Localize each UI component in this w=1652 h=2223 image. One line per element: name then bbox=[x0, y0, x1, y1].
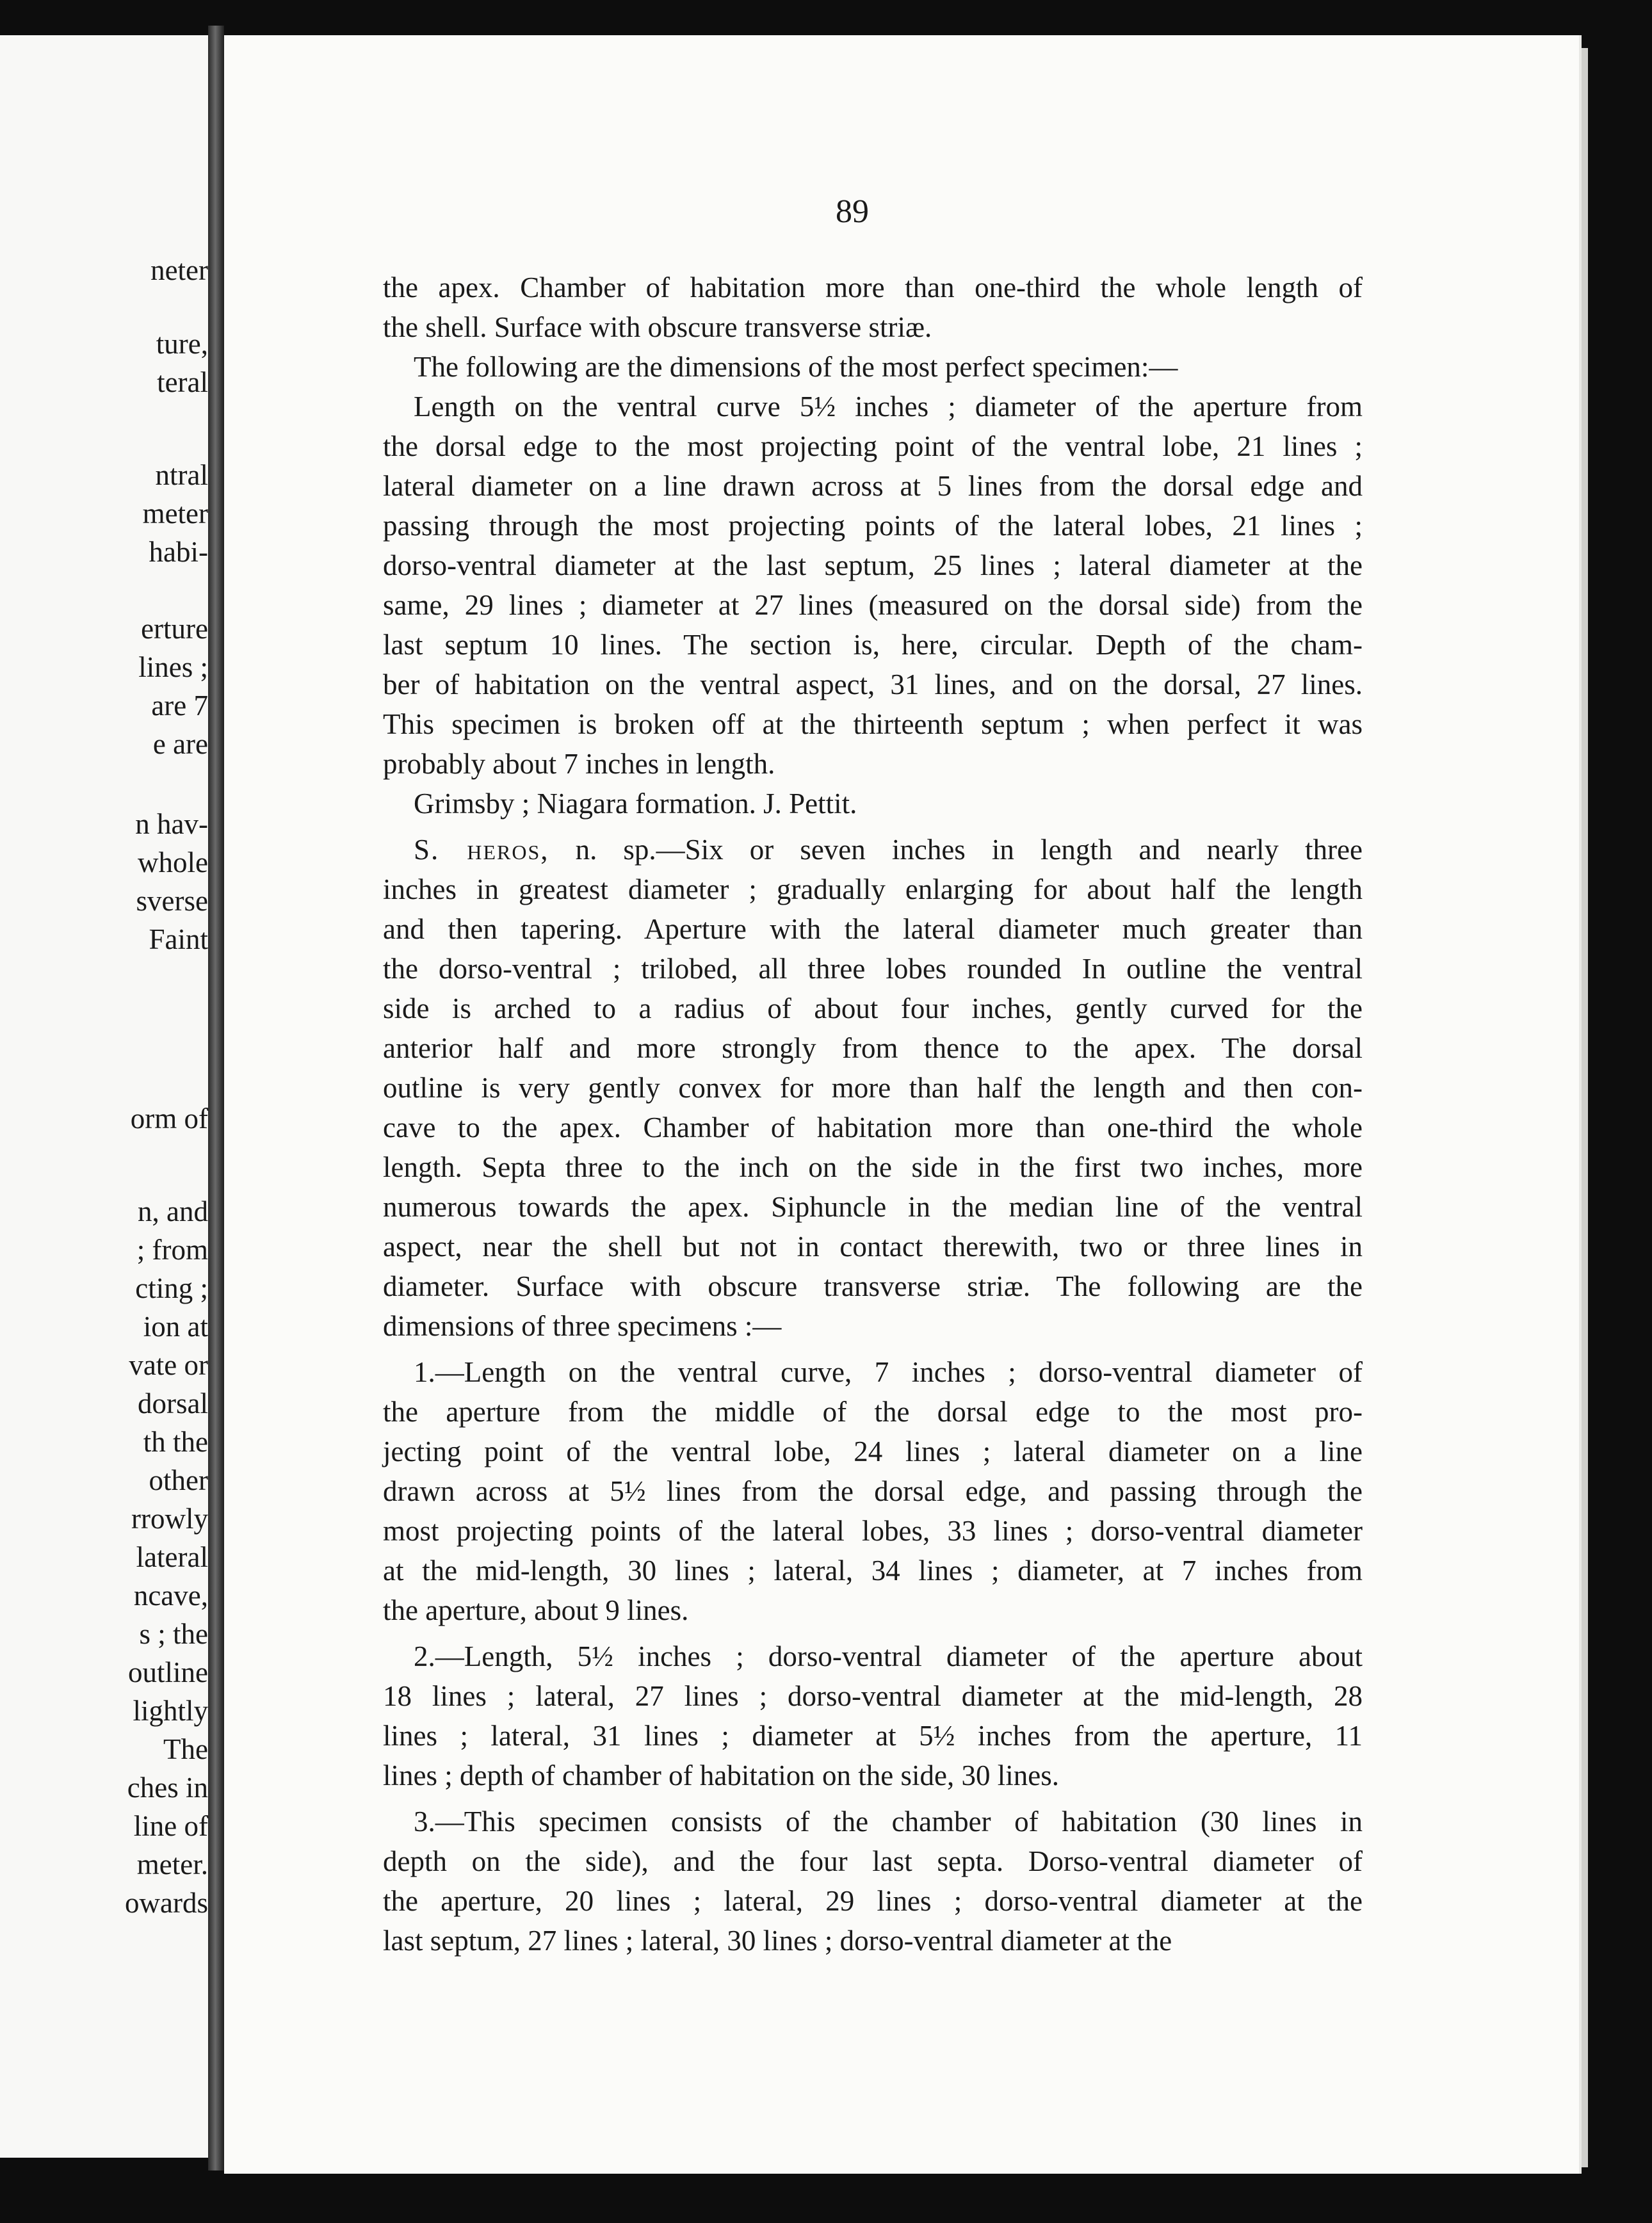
left-page-text-fragment: ture, bbox=[156, 328, 208, 360]
text-line: Grimsby ; Niagara formation. J. Pettit. bbox=[414, 788, 857, 820]
book-spine bbox=[208, 26, 224, 2170]
text-line: dorso-ventral diameter at the last septum, 25 lines ; lateral diameter at the bbox=[383, 549, 1363, 581]
left-page-text-fragment: neter bbox=[150, 254, 208, 286]
left-page-text-fragment: ion at bbox=[143, 1311, 208, 1343]
left-page-text-fragment: rrowly bbox=[131, 1503, 208, 1535]
left-page-text-fragment: dorsal bbox=[138, 1387, 208, 1419]
text-line: most projecting points of the lateral lobes, 33 lines ; dorso-ventral diameter bbox=[383, 1515, 1363, 1547]
text-line: the aperture, 20 lines ; lateral, 29 lines ; dorso-ventral diameter at the bbox=[383, 1885, 1363, 1917]
text-line: last septum 10 lines. The section is, here, circular. Depth of the cham- bbox=[383, 629, 1363, 661]
text-line: lines ; lateral, 31 lines ; diameter at 5½ inches from the aperture, 11 bbox=[383, 1720, 1363, 1752]
left-page-text-fragment: teral bbox=[157, 366, 208, 398]
paragraph-gap bbox=[383, 823, 1363, 830]
text-line: cave to the apex. Chamber of habitation more than one-third the whole bbox=[383, 1112, 1363, 1144]
left-page-text-fragment: th the bbox=[143, 1426, 208, 1458]
text-line: drawn across at 5½ lines from the dorsal edge, and passing through the bbox=[383, 1475, 1363, 1507]
text-line: diameter. Surface with obscure transverse striæ. The following are the bbox=[383, 1270, 1363, 1302]
paragraph-gap bbox=[383, 1630, 1363, 1637]
paragraph bbox=[383, 830, 1363, 1346]
text-line: 3.—This specimen consists of the chamber of habitation (30 lines in bbox=[414, 1806, 1363, 1838]
text-line: The following are the dimensions of the most perfect specimen:— bbox=[414, 351, 1178, 383]
left-page-text-fragment: ; from bbox=[136, 1234, 208, 1266]
left-page-text-fragment: meter. bbox=[136, 1848, 208, 1880]
previous-page-strip bbox=[0, 35, 208, 2158]
left-page-text-fragment: n hav- bbox=[135, 808, 208, 840]
text-line: length. Septa three to the inch on the side in the first two inches, more bbox=[383, 1151, 1363, 1183]
text-line: 2.—Length, 5½ inches ; dorso-ventral diameter of the aperture about bbox=[414, 1640, 1363, 1672]
paragraph bbox=[383, 1637, 1363, 1795]
paragraph bbox=[383, 268, 1363, 347]
text-line: same, 29 lines ; diameter at 27 lines (measured on the dorsal side) from the bbox=[383, 589, 1363, 621]
left-page-text-fragment: vate or bbox=[129, 1349, 208, 1381]
text-line: 1.—Length on the ventral curve, 7 inches ; dorso-ventral diameter of bbox=[414, 1356, 1363, 1388]
page-body-text bbox=[383, 268, 1363, 1967]
left-page-text-fragment: line of bbox=[133, 1810, 208, 1842]
left-page-text-fragment: outline bbox=[128, 1656, 208, 1688]
text-line: Length on the ventral curve 5½ inches ; diameter of the aperture from bbox=[414, 391, 1363, 423]
left-page-text-fragment: meter bbox=[142, 497, 208, 529]
text-line: at the mid-length, 30 lines ; lateral, 34 lines ; diameter, at 7 inches from bbox=[383, 1555, 1363, 1587]
left-page-text-fragment: ncave, bbox=[133, 1580, 208, 1612]
text-line: numerous towards the apex. Siphuncle in the median line of the ventral bbox=[383, 1191, 1363, 1223]
left-page-text-fragment: sverse bbox=[136, 885, 208, 917]
page-edge bbox=[1582, 48, 1588, 2167]
paragraph bbox=[383, 784, 1363, 823]
paragraph-gap bbox=[383, 1960, 1363, 1967]
paragraph-gap bbox=[383, 1346, 1363, 1352]
text-line: probably about 7 inches in length. bbox=[383, 748, 775, 780]
text-line: This specimen is broken off at the thirteenth septum ; when perfect it was bbox=[383, 708, 1363, 740]
left-page-text-fragment: habi- bbox=[149, 536, 208, 568]
text-line: passing through the most projecting points of the lateral lobes, 21 lines ; bbox=[383, 510, 1363, 542]
text-line: the apex. Chamber of habitation more than one-third the whole length of bbox=[383, 271, 1363, 303]
left-page-text-fragment: n, and bbox=[138, 1195, 208, 1227]
text-line: dimensions of three specimens :— bbox=[383, 1310, 782, 1342]
text-line: lines ; depth of chamber of habitation on the side, 30 lines. bbox=[383, 1759, 1060, 1791]
left-page-text-fragment: The bbox=[163, 1733, 208, 1765]
text-line-content: n. sp.—Six or seven inches in length and nearly three bbox=[549, 834, 1363, 866]
paragraph bbox=[383, 1352, 1363, 1630]
text-line: outline is very gently convex for more than half the length and then con- bbox=[383, 1072, 1363, 1104]
text-line: the dorso-ventral ; trilobed, all three lobes rounded In outline the ventral bbox=[383, 953, 1363, 985]
left-page-text-fragment: whole bbox=[138, 846, 208, 878]
text-line: ber of habitation on the ventral aspect, 31 lines, and on the dorsal, 27 lines. bbox=[383, 668, 1363, 700]
text-line: aspect, near the shell but not in contact therewith, two or three lines in bbox=[383, 1231, 1363, 1263]
species-name: S. heros, bbox=[414, 834, 549, 866]
paragraph-gap bbox=[383, 1795, 1363, 1802]
page-number: 89 bbox=[836, 193, 869, 230]
text-line: the aperture, about 9 lines. bbox=[383, 1594, 689, 1626]
left-page-text-fragment: lines ; bbox=[138, 651, 208, 683]
text-line: lateral diameter on a line drawn across at 5 lines from the dorsal edge and bbox=[383, 470, 1363, 502]
left-page-text-fragment: lateral bbox=[136, 1541, 208, 1573]
text-line: depth on the side), and the four last septa. Dorso-ventral diameter of bbox=[383, 1845, 1363, 1877]
left-page-text-fragment: owards bbox=[125, 1887, 208, 1919]
left-page-text-fragment: are 7 bbox=[151, 690, 208, 722]
left-page-text-fragment: ntral bbox=[155, 459, 208, 491]
text-line: inches in greatest diameter ; gradually enlarging for about half the length bbox=[383, 873, 1363, 905]
text-line: the dorsal edge to the most projecting point of the ventral lobe, 21 lines ; bbox=[383, 430, 1363, 462]
text-line: the aperture from the middle of the dorsal edge to the most pro- bbox=[383, 1396, 1363, 1428]
left-page-text-fragment: lightly bbox=[133, 1695, 208, 1727]
left-page-text-fragment: Faint bbox=[149, 923, 208, 955]
left-page-text-fragment: s ; the bbox=[139, 1618, 208, 1650]
left-page-text-fragment: e are bbox=[152, 728, 208, 760]
text-line: 18 lines ; lateral, 27 lines ; dorso-ventral diameter at the mid-length, 28 bbox=[383, 1680, 1363, 1712]
text-line: the shell. Surface with obscure transverse striæ. bbox=[383, 311, 932, 343]
paragraph bbox=[383, 387, 1363, 784]
left-page-text-fragment: cting ; bbox=[135, 1272, 208, 1304]
text-line: jecting point of the ventral lobe, 24 lines ; lateral diameter on a line bbox=[383, 1435, 1363, 1467]
text-line: last septum, 27 lines ; lateral, 30 lines ; dorso-ventral diameter at the bbox=[383, 1925, 1172, 1957]
left-page-text-fragment: erture bbox=[141, 613, 208, 645]
left-page-text-fragment: other bbox=[149, 1464, 208, 1496]
text-line bbox=[383, 830, 1363, 869]
text-line: anterior half and more strongly from thence to the apex. The dorsal bbox=[383, 1032, 1363, 1064]
paragraph bbox=[383, 347, 1363, 387]
left-page-text-fragment: orm of bbox=[130, 1103, 208, 1135]
left-page-text-fragment: ches in bbox=[127, 1772, 208, 1804]
text-line: side is arched to a radius of about four inches, gently curved for the bbox=[383, 992, 1363, 1024]
text-line: and then tapering. Aperture with the lateral diameter much greater than bbox=[383, 913, 1363, 945]
paragraph bbox=[383, 1802, 1363, 1960]
